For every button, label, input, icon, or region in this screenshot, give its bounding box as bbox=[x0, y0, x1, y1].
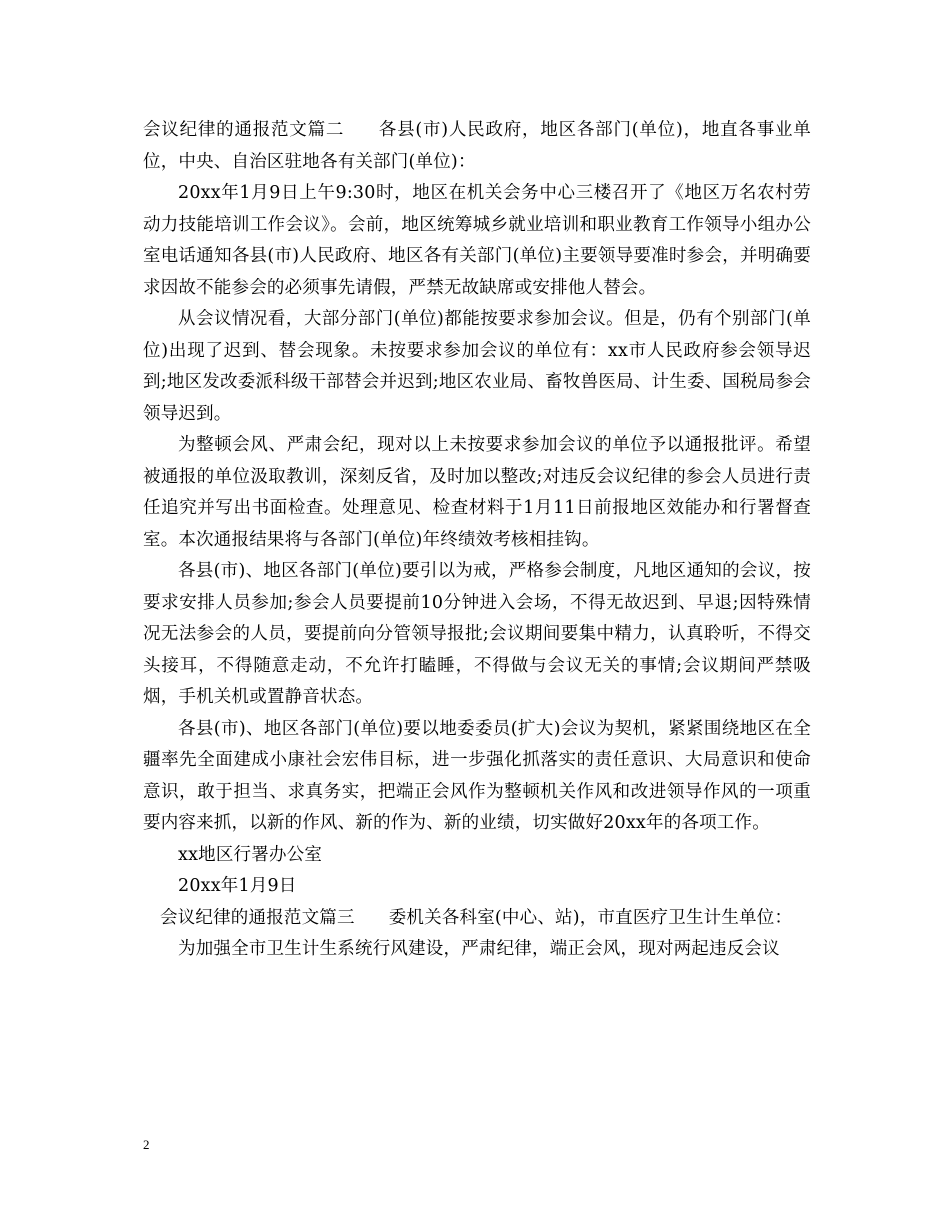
paragraph-1: 20xx年1月9日上午9:30时，地区在机关会务中心三楼召开了《地区万名农村劳动力技能培训工作会议》。会前，地区统筹城乡就业培训和职业教育工作领导小组办公室电话通知各县(市)人民政府、地区各有关部门(单位)主要领导要准时参会，并明确要求因故不能参会的必须事先请假，严禁无故缺席或安排他人替会。 bbox=[143, 183, 811, 298]
section2-title: 会议纪律的通报范文篇二 bbox=[143, 120, 345, 140]
section2-recipients: 各县(市)人民政府，地区各部门(单位)，地直各事业单位，中央、自治区驻地各有关部门(单位)： bbox=[143, 120, 812, 172]
paragraph-2: 从会议情况看，大部分部门(单位)都能按要求参加会议。但是，仍有个别部门(单位)出现了迟到、替会现象。未按要求参加会议的单位有：xx市人民政府参会领导迟到;地区发改委派科级干部替会并迟到;地区农业局、畜牧兽医局、计生委、国税局参会领导迟到。 bbox=[143, 309, 811, 424]
signature-date: 20xx年1月9日 bbox=[178, 876, 297, 896]
section3-opening: 为加强全市卫生计生系统行风建设，严肃纪律，端正会风，现对两起违反会议 bbox=[178, 939, 780, 959]
document-body bbox=[143, 115, 811, 966]
section3-title: 会议纪律的通报范文篇三 bbox=[160, 907, 355, 928]
section3-heading bbox=[143, 903, 811, 935]
section2-heading bbox=[143, 115, 811, 178]
paragraph-5: 各县(市)、地区各部门(单位)要以地委委员(扩大)会议为契机，紧紧围绕地区在全疆率先全面建成小康社会宏伟目标，进一步强化抓落实的责任意识、大局意识和使命意识，敢于担当、求真务实，把端正会风作为整顿机关作风和改进领导作风的一项重要内容来抓，以新的作风、新的作为、新的业绩，切实做好20xx年的各项工作。 bbox=[143, 718, 811, 833]
section3-recipients: 委机关各科室(中心、站)，市直医疗卫生计生单位： bbox=[388, 907, 793, 928]
paragraph-3: 为整顿会风、严肃会纪，现对以上未按要求参加会议的单位予以通报批评。希望被通报的单位汲取教训，深刻反省，及时加以整改;对违反会议纪律的参会人员进行责任追究并写出书面检查。处理意见、检查材料于1月11日前报地区效能办和行署督查室。本次通报结果将与各部门(单位)年终绩效考核相挂钩。 bbox=[143, 435, 811, 550]
paragraph-4: 各县(市)、地区各部门(单位)要引以为戒，严格参会制度，凡地区通知的会议，按要求安排人员参加;参会人员要提前10分钟进入会场，不得无故迟到、早退;因特殊情况无法参会的人员，要提前向分管领导报批;会议期间要集中精力，认真聆听，不得交头接耳，不得随意走动，不允许打瞌睡，不得做与会议无关的事情;会议期间严禁吸烟，手机关机或置静音状态。 bbox=[143, 561, 811, 707]
signature-office: xx地区行署办公室 bbox=[178, 844, 323, 865]
page-number: 2 bbox=[143, 1137, 150, 1152]
